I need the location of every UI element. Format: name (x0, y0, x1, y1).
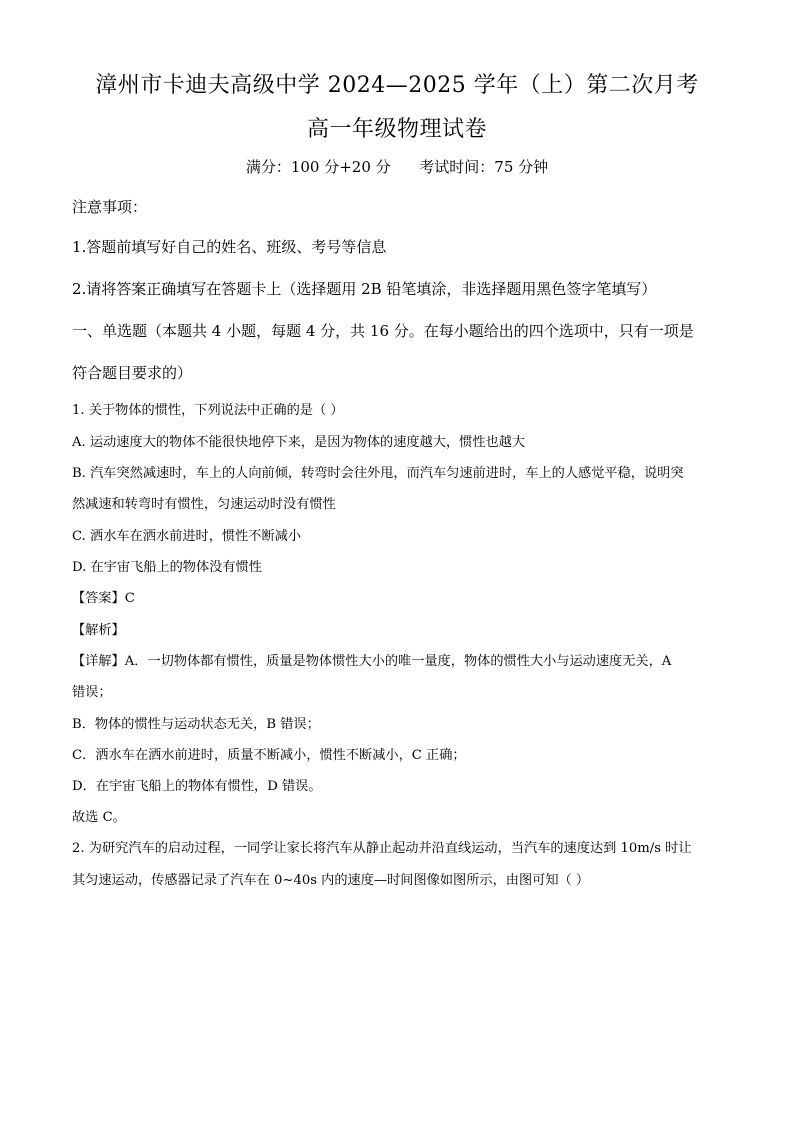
note-item-2: 2.请将答案正确填写在答题卡上（选择题用 2B 铅笔填涂，非选择题用黑色签字笔填写） (72, 280, 657, 298)
q1-conclusion: 故选 C。 (72, 810, 126, 825)
q1-detail-d: D．在宇宙飞船上的物体有惯性，D 错误。 (72, 779, 322, 794)
section1-heading: 一、单选题（本题共 4 小题，每题 4 分，共 16 分。在每小题给出的四个选项中，只有一项是 (72, 322, 694, 340)
q1-detail-b: B．物体的惯性与运动状态无关，B 错误； (72, 717, 320, 732)
q1-detail-c: C．洒水车在洒水前进时，质量不断减小，惯性不断减小，C 正确； (72, 748, 466, 763)
q1-option-b: B. 汽车突然减速时，车上的人向前倾，转弯时会往外甩，而汽车匀速前进时，车上的人感觉平稳，说明突 (72, 466, 684, 481)
q1-stem: 1. 关于物体的惯性，下列说法中正确的是（ ） (72, 403, 344, 418)
q1-answer: 【答案】C (72, 591, 135, 606)
q2-stem-cont: 其匀速运动，传感器记录了汽车在 0~40s 内的速度—时间图像如图所示，由图可知（ ） (72, 873, 590, 888)
q1-option-a: A. 运动速度大的物体不能很快地停下来，是因为物体的速度越大，惯性也越大 (72, 435, 526, 450)
q1-option-d: D. 在宇宙飞船上的物体没有惯性 (72, 560, 262, 575)
note-item-1: 1.答题前填写好自己的姓名、班级、考号等信息 (72, 238, 387, 256)
q1-option-b-cont: 然减速和转弯时有惯性，匀速运动时没有惯性 (72, 497, 336, 512)
q1-analysis-label: 【解析】 (72, 623, 125, 638)
exam-title: 漳州市卡迪夫高级中学 2024—2025 学年（上）第二次月考 (95, 73, 699, 98)
score-and-time: 满分：100 分+20 分 考试时间：75 分钟 (245, 158, 549, 176)
q1-detail-cont: 错误； (72, 685, 112, 700)
exam-subtitle: 高一年级物理试卷 (306, 117, 487, 142)
notes-heading: 注意事项： (72, 198, 148, 216)
q1-detail: 【详解】A．一切物体都有惯性，质量是物体惯性大小的唯一量度，物体的惯性大小与运动速度无关，A (72, 654, 672, 669)
q1-option-c: C. 洒水车在洒水前进时，惯性不断减小 (72, 529, 302, 544)
q2-stem: 2. 为研究汽车的启动过程，一同学让家长将汽车从静止起动并沿直线运动，当汽车的速度达到 10m/s 时让 (72, 841, 692, 856)
section1-heading-cont: 符合题目要求的） (72, 364, 193, 382)
